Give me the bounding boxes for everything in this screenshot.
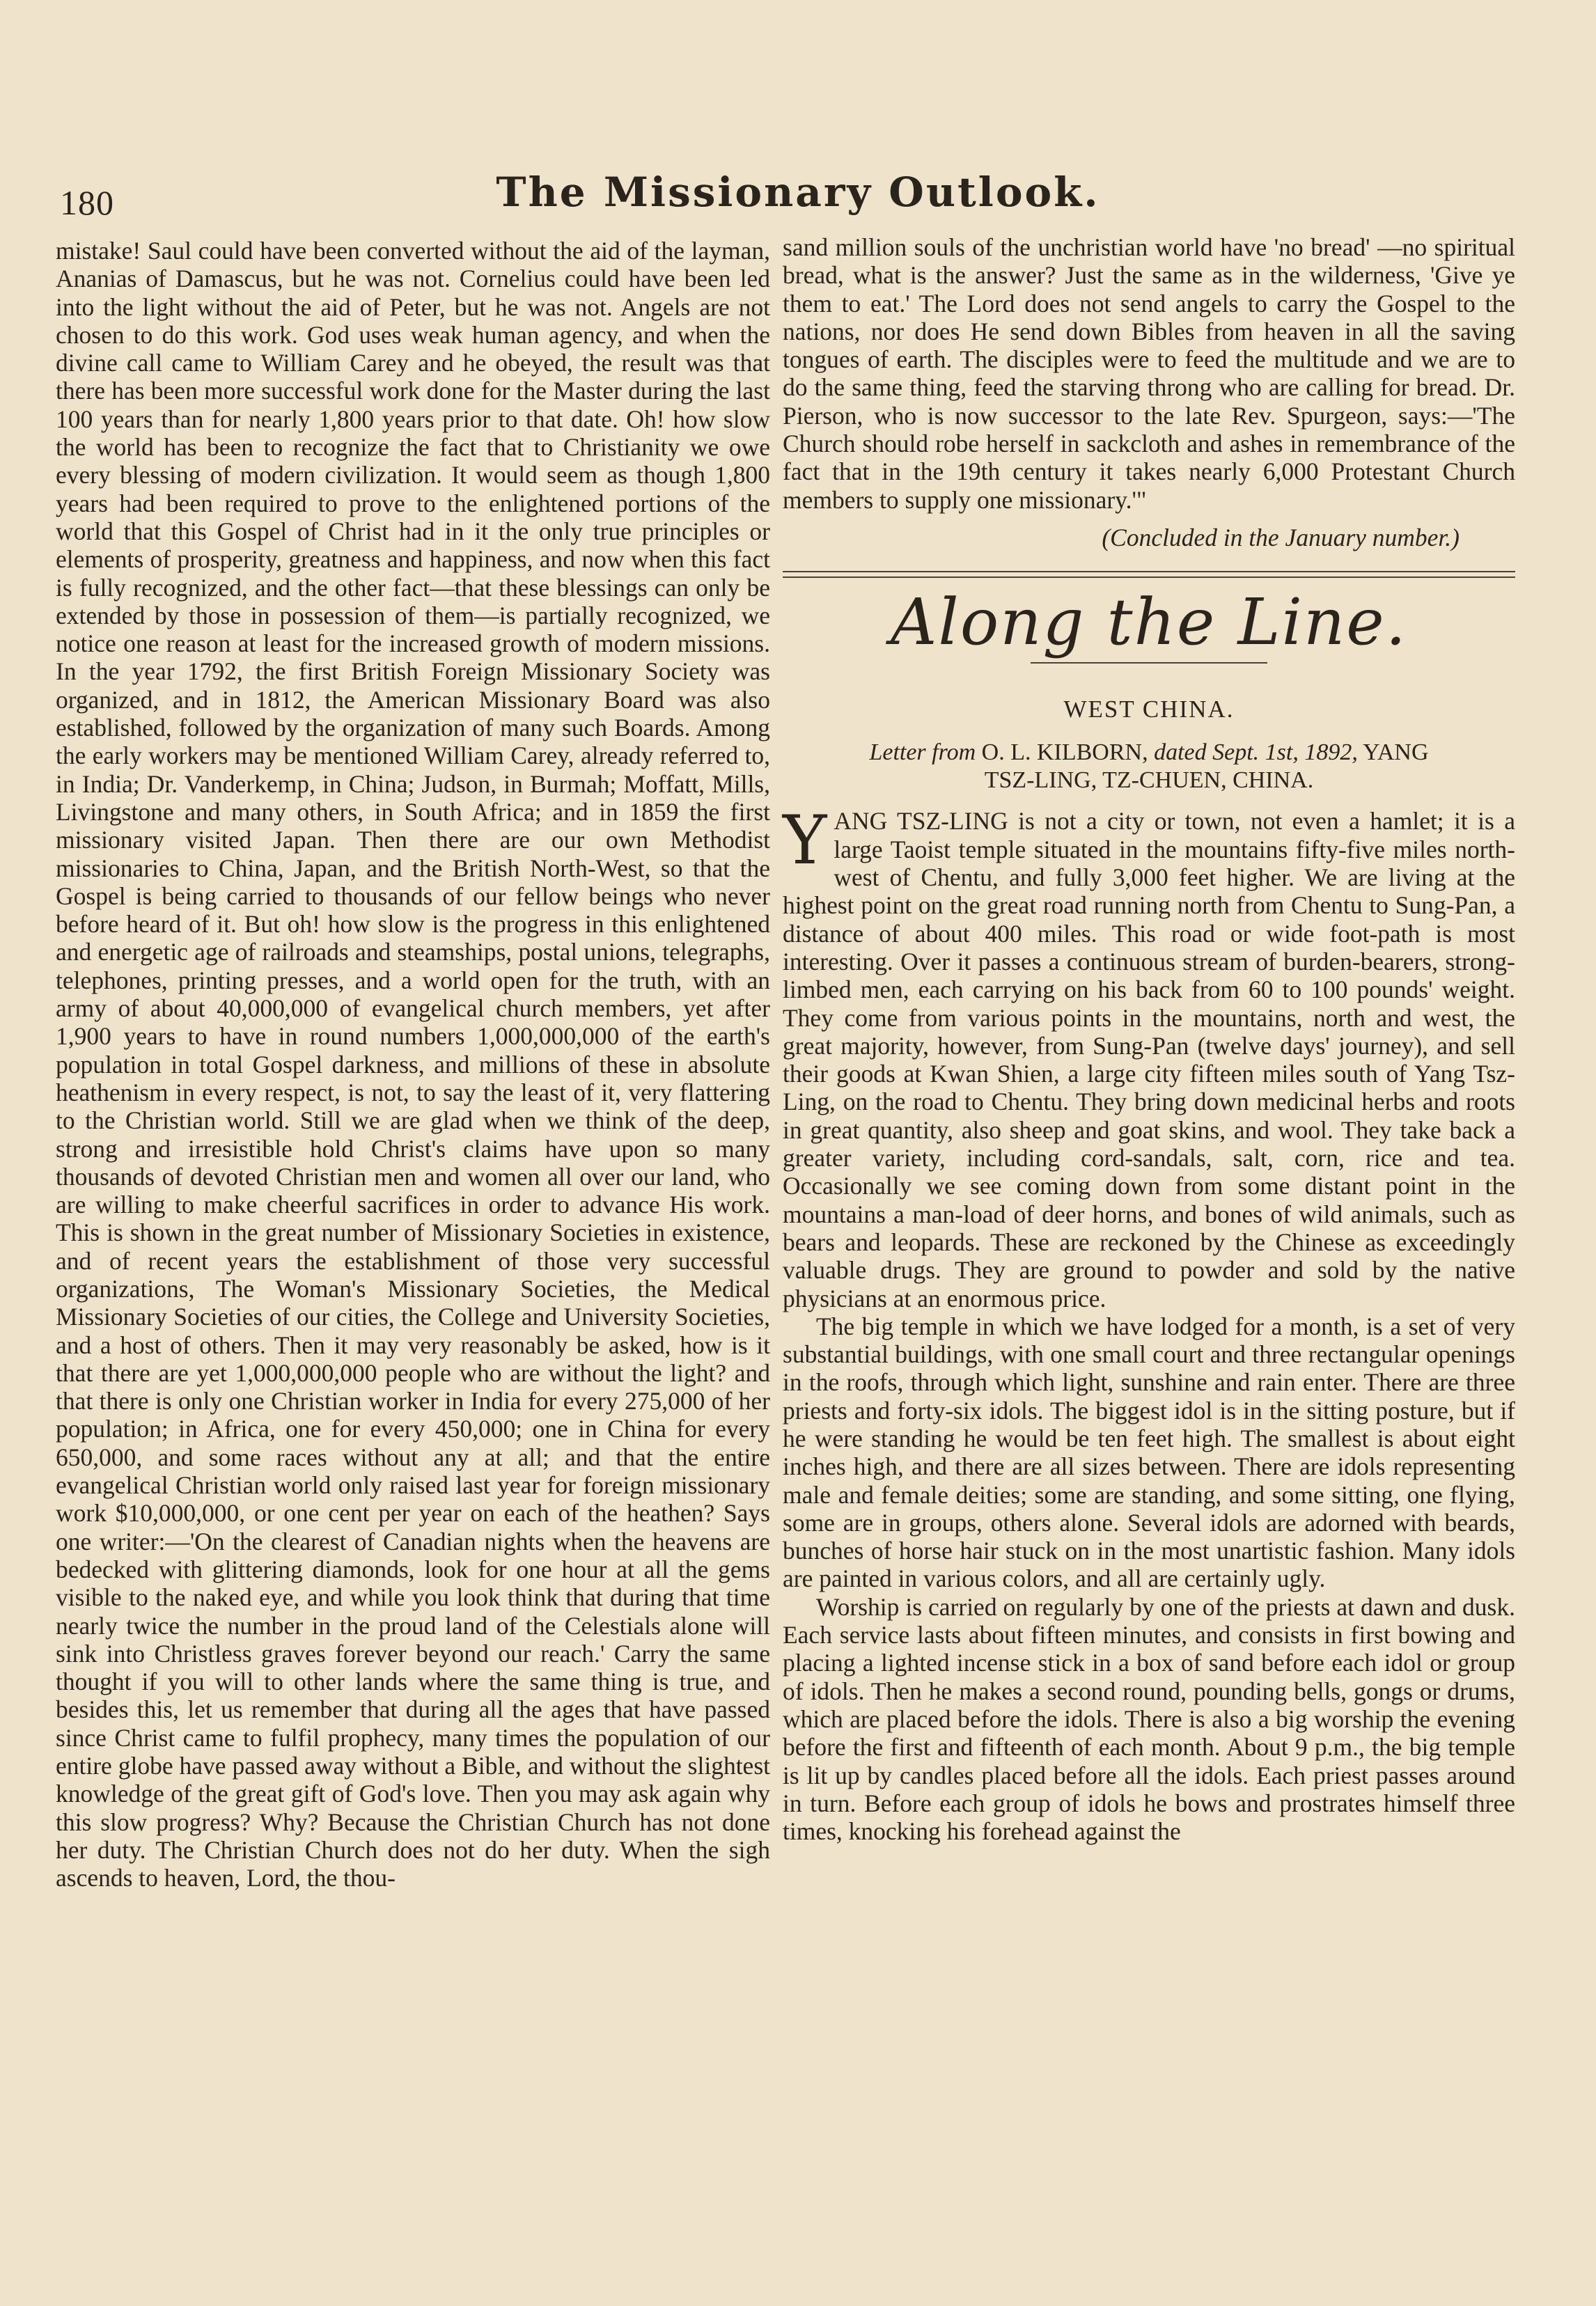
page-number: 180	[60, 183, 114, 222]
right-column	[783, 233, 1515, 1845]
letter-author: O. L. KILBORN,	[981, 739, 1148, 765]
section-title: Along the Line.	[890, 585, 1407, 660]
short-rule-divider	[1031, 662, 1267, 664]
letter-paragraph-2: The big temple in which we have lodged for a month, is a set of very substantial buildings, with one small court and three rectangular openings in the roofs, through which light, sunshine and rain enter. There are three priests and forty-six idols. The biggest idol is in the sitting posture, but if he were standing he would be ten feet high. The smallest is about eight inches high, and there are all sizes between. There are idols representing male and female deities; some are standing, and some sitting, one flying, some are in groups, others alone. Several idols are adorned with beards, bunches of horse hair stuck on in the most unartistic fashion. Many idols are painted in various colors, and all are certainly ugly.	[783, 1312, 1515, 1593]
letter-prefix: Letter from	[869, 739, 976, 765]
double-rule-divider	[783, 571, 1515, 578]
left-paragraph-1: mistake! Saul could have been converted without the aid of the layman, Ananias of Damascus, but he was not. Cornelius could have been led into the light without the aid of Peter, but he was not. Angels are not chosen to do this work. God uses weak human agency, and when the divine call came to William Carey and he obeyed, the result was that there has been more successful work done for the Master during the last 100 years than for nearly 1,800 years prior to that date. Oh! how slow the world has been to recognize the fact that to Christianity we owe every blessing of modern civilization. It would seem as though 1,800 years had been required to prove to the enlightened portions of the world that this Gospel of Christ had in it the only true principles or elements of prosperity, greatness and happiness, and now when this fact is fully recognized, and the other fact—that these blessings can only be extended by those in possession of them—is partially recognized, we notice one reason at least for the increased growth of modern missions. In the year 1792, the first British Foreign Missionary Society was organized, and in 1812, the American Missionary Board was also established, followed by the organization of many such Boards. Among the early workers may be mentioned William Carey, already referred to, in India; Dr. Vanderkemp, in China; Judson, in Burmah; Moffatt, Mills, Livingstone and many others, in South Africa; and in 1859 the first missionary visited Japan. Then there are our own Methodist missionaries to China, Japan, and the British North-West, so that the Gospel is being carried to thousands of our fellow beings who never before heard of it. But oh! how slow is the progress in this enlightened and energetic age of railroads and steamships, postal unions, telegraphs, telephones, printing presses, and a world open for the truth, with an army of about 40,000,000 of evangelical church members, yet after 1,900 years to have in round numbers 1,000,000,000 of the earth's population in total Gospel darkness, and millions of these in absolute heathenism in every respect, is not, to say the least of it, very flattering to the Christian world. Still we are glad when we think of the deep, strong and irresistible hold Christ's claims have upon so many thousands of devoted Christian men and women all over our land, who are willing to make cheerful sacrifices in order to advance His work. This is shown in the great number of Missionary Societies in existence, and of recent years the establishment of those very successful organizations, The Woman's Missionary Societies, the Medical Missionary Societies of our cities, the College and University Societies, and a host of others. Then it may very reasonably be asked, how is it that there are yet 1,000,000,000 people who are without the light? and that there is only one Christian worker in India for every 275,000 of her population; in Africa, one for every 450,000; one in China for every 650,000, and some races without any at all; and that the entire evangelical Christian world only raised last year for foreign missionary work $10,000,000, or one cent per year on each of the heathen? Says one writer:—'On the clearest of Canadian nights when the heavens are bedecked with glittering diamonds, look for one hour at all the gems visible to the naked eye, and while you look think that during that time nearly twice the number in the proud land of the Celestials alone will sink into Christless graves forever beyond our reach.' Carry the same thought if you will to other lands where the same thing is true, and besides this, let us remember that during all the ages that have passed since Christ came to fulfil prophecy, many times the population of our entire globe have passed away without a Bible, and without the slightest knowledge of the great gift of God's love. Then you may ask again why this slow progress? Why? Because the Christian Church has not done her duty. The Christian Church does not do her duty. When the sigh ascends to heaven, Lord, the thou-	[56, 237, 770, 1892]
first-paragraph-text: ANG TSZ-LING is not a city or town, not even a hamlet; it is a large Taoist temple situated in the mountains fifty-five miles north-west of Chentu, and fully 3,000 feet higher. We are living at the highest point on the great road running north from Chentu to Sung-Pan, a distance of about 400 miles. This road or wide foot-path is most interesting. Over it passes a continuous stream of burden-bearers, strong-limbed men, each carrying on his back from 60 to 100 pounds' weight. They come from various points in the mountains, north and west, the great majority, however, from Sung-Pan (twelve days' journey), and sell their goods at Kwan Shien, a large city fifteen miles south of Yang Tsz-Ling, on the road to Chentu. They bring down medicinal herbs and roots in great quantity, also sheep and goat skins, and wool. They take back a greater variety, including cord-sandals, salt, corn, rice and tea. Occasionally we see coming down from some distant point in the mountains a man-load of deer horns, and bones of wild animals, such as bears and leopards. These are reckoned by the Chinese as exceedingly valuable drugs. They are ground to powder and sold by the native physicians at an enormous price.	[783, 807, 1515, 1312]
letter-first-paragraph	[783, 801, 1515, 1312]
left-column	[56, 237, 770, 1892]
letter-byline	[783, 739, 1515, 795]
letter-place-1: YANG	[1363, 739, 1429, 765]
letter-place-2: TSZ-LING, TZ-CHUEN, CHINA.	[984, 767, 1314, 794]
concluded-note: (Concluded in the January number.)	[1102, 523, 1460, 551]
letter-dated: dated Sept. 1st, 1892,	[1154, 739, 1358, 765]
section-subhead: WEST CHINA.	[1063, 695, 1235, 723]
running-head-title: The Missionary Outlook.	[496, 168, 1100, 216]
continuation-paragraph: sand million souls of the unchristian world have 'no bread' —no spiritual bread, what is the answer? Just the same as in the wilderness, 'Give ye them to eat.' The Lord does not send angels to carry the Gospel to the nations, nor does He send down Bibles from heaven in all the saving tongues of earth. The disciples were to feed the multitude and we are to do the same thing, feed the starving throng who are calling for bread. Dr. Pierson, who is now successor to the late Rev. Spurgeon, says:—'The Church should robe herself in sackcloth and ashes in remembrance of the fact that in the 19th century it takes nearly 6,000 Protestant Church members to supply one missionary.'"	[783, 233, 1515, 514]
drop-cap: Y	[783, 801, 827, 880]
letter-paragraph-3: Worship is carried on regularly by one of the priests at dawn and dusk. Each service lasts about fifteen minutes, and consists in first bowing and placing a lighted incense stick in a box of sand before each idol or group of idols. Then he makes a second round, pounding bells, gongs or drums, which are placed before the idols. There is also a big worship the evening before the first and fifteenth of each month. About 9 p.m., the big temple is lit up by candles placed before all the idols. Each priest passes around in turn. Before each group of idols he bows and prostrates himself three times, knocking his forehead against the	[783, 1592, 1515, 1846]
